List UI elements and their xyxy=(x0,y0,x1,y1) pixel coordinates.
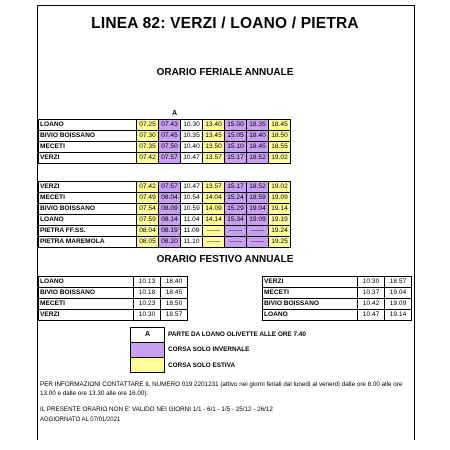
departure-time: 10.35 xyxy=(181,131,203,142)
stop-name: BIVIO BOISSANO xyxy=(39,131,137,142)
table-row xyxy=(39,288,188,299)
legend-summer-swatch xyxy=(130,357,165,373)
table-row xyxy=(39,120,291,131)
departure-time: 10.54 xyxy=(181,193,203,204)
departure-time: 19.24 xyxy=(269,226,291,237)
departure-time: 19.14 xyxy=(385,310,412,321)
departure-time: 08.14 xyxy=(159,215,181,226)
table-row xyxy=(263,310,412,321)
table-row xyxy=(39,204,291,215)
stop-name: LOANO xyxy=(39,277,134,288)
departure-time: 18.45 xyxy=(161,288,188,299)
table-row xyxy=(39,277,188,288)
departure-time: 07.42 xyxy=(137,182,159,193)
table-row xyxy=(39,182,291,193)
departure-time: 07.30 xyxy=(137,131,159,142)
departure-time: 07.50 xyxy=(159,142,181,153)
table-row xyxy=(39,193,291,204)
departure-time: ------ xyxy=(203,237,225,248)
departure-time: 18.40 xyxy=(247,131,269,142)
holiday-table-from-verzi xyxy=(262,276,412,321)
departure-time: ------ xyxy=(247,226,269,237)
departure-time: 08.04 xyxy=(159,193,181,204)
departure-time: 18.50 xyxy=(161,299,188,310)
departure-time: 10.30 xyxy=(358,277,385,288)
table-row xyxy=(39,299,188,310)
departure-time: 18.45 xyxy=(247,142,269,153)
departure-time: 19.04 xyxy=(385,288,412,299)
table-row xyxy=(39,226,291,237)
stop-name: BIVIO BOISSANO xyxy=(39,288,134,299)
stop-name: MECETI xyxy=(263,288,358,299)
legend-a-text: PARTE DA LOANO OLIVETTE ALLE ORE 7.40 xyxy=(168,331,306,338)
departure-time: 10.18 xyxy=(134,288,161,299)
departure-time: 08.05 xyxy=(137,237,159,248)
departure-time: 18.55 xyxy=(269,142,291,153)
departure-time: ------ xyxy=(203,226,225,237)
departure-time: 07.57 xyxy=(159,153,181,164)
departure-time: 14.14 xyxy=(203,215,225,226)
departure-time: 13.45 xyxy=(203,131,225,142)
departure-time: 08.04 xyxy=(137,226,159,237)
departure-time: 10.47 xyxy=(358,310,385,321)
stop-name: LOANO xyxy=(39,120,137,131)
departure-time: 18.57 xyxy=(385,277,412,288)
departure-time: 10.13 xyxy=(134,277,161,288)
departure-time: 15.00 xyxy=(225,120,247,131)
departure-time: 18.57 xyxy=(161,310,188,321)
departure-time: 10.47 xyxy=(181,153,203,164)
departure-time: 11.10 xyxy=(181,237,203,248)
departure-time: 10.30 xyxy=(181,120,203,131)
departure-time: 19.14 xyxy=(269,204,291,215)
table-row xyxy=(263,277,412,288)
departure-time: 19.02 xyxy=(269,182,291,193)
departure-time: 10.59 xyxy=(181,204,203,215)
departure-time: 10.30 xyxy=(134,310,161,321)
departure-time: 15.34 xyxy=(225,215,247,226)
departure-time: 19.09 xyxy=(247,215,269,226)
stop-name: VERZI xyxy=(263,277,358,288)
departure-time: 13.40 xyxy=(203,120,225,131)
table-row xyxy=(263,299,412,310)
departure-time: 18.45 xyxy=(269,120,291,131)
departure-time: 13.57 xyxy=(203,153,225,164)
departure-time: 07.49 xyxy=(137,193,159,204)
departure-time: 08.09 xyxy=(159,204,181,215)
departure-time: 18.59 xyxy=(247,193,269,204)
departure-time: 19.19 xyxy=(269,215,291,226)
departure-time: 13.50 xyxy=(203,142,225,153)
table-row xyxy=(39,142,291,153)
departure-time: 10.47 xyxy=(181,182,203,193)
departure-time: 11.09 xyxy=(181,226,203,237)
table-row xyxy=(39,215,291,226)
stop-name: VERZI xyxy=(39,310,134,321)
departure-time: 15.29 xyxy=(225,204,247,215)
departure-time: 10.23 xyxy=(134,299,161,310)
stop-name: MECETI xyxy=(39,299,134,310)
departure-time: 19.02 xyxy=(269,153,291,164)
departure-time: 15.05 xyxy=(225,131,247,142)
departure-time: 11.04 xyxy=(181,215,203,226)
table-row xyxy=(39,153,291,164)
departure-time: 13.57 xyxy=(203,182,225,193)
stop-name: PIETRA FF.SS. xyxy=(39,226,137,237)
a-marker: A xyxy=(172,110,178,117)
stop-name: VERZI xyxy=(39,153,137,164)
departure-time: 18.50 xyxy=(269,131,291,142)
departure-time: 19.09 xyxy=(269,193,291,204)
departure-time: 10.40 xyxy=(181,142,203,153)
departure-time: 15.17 xyxy=(225,182,247,193)
departure-time: 10.37 xyxy=(358,288,385,299)
departure-time: 10.42 xyxy=(358,299,385,310)
departure-time: 07.45 xyxy=(159,131,181,142)
departure-time: 14.04 xyxy=(203,193,225,204)
table-row xyxy=(39,131,291,142)
stop-name: BIVIO BOISSANO xyxy=(263,299,358,310)
departure-time: 07.57 xyxy=(159,182,181,193)
stop-name: MECETI xyxy=(39,142,137,153)
page-title: LINEA 82: VERZI / LOANO / PIETRA xyxy=(91,15,359,32)
departure-time: ------ xyxy=(247,237,269,248)
departure-time: 08.19 xyxy=(159,226,181,237)
legend-winter-text: CORSA SOLO INVERNALE xyxy=(168,346,250,353)
departure-time: ------ xyxy=(225,226,247,237)
table-row xyxy=(263,288,412,299)
departure-time: 18.52 xyxy=(247,182,269,193)
departure-time: 08.20 xyxy=(159,237,181,248)
departure-time: ------ xyxy=(225,237,247,248)
departure-time: 07.42 xyxy=(137,153,159,164)
departure-time: 15.10 xyxy=(225,142,247,153)
departure-time: 19.25 xyxy=(269,237,291,248)
stop-name: LOANO xyxy=(39,215,137,226)
updated-text: AGGIORNATO AL 07/01/2021 xyxy=(40,417,121,423)
departure-time: 07.54 xyxy=(137,204,159,215)
table-row xyxy=(39,237,291,248)
festivo-title: ORARIO FESTIVO ANNUALE xyxy=(156,254,294,265)
weekday-table-from-verzi xyxy=(38,181,291,248)
feriale-title: ORARIO FERIALE ANNUALE xyxy=(156,67,294,78)
stop-name: LOANO xyxy=(263,310,358,321)
stop-name: VERZI xyxy=(39,182,137,193)
departure-time: 15.17 xyxy=(225,153,247,164)
departure-time: 07.59 xyxy=(137,215,159,226)
departure-time: 19.04 xyxy=(247,204,269,215)
departure-time: 07.35 xyxy=(137,142,159,153)
stop-name: MECETI xyxy=(39,193,137,204)
departure-time: 18.40 xyxy=(161,277,188,288)
departure-time: 18.35 xyxy=(247,120,269,131)
departure-time: 19.09 xyxy=(385,299,412,310)
departure-time: 07.25 xyxy=(137,120,159,131)
info-text: PER INFORMAZIONI CONTATTARE IL NUMERO 019 2201231 (attivo nei giorni feriali dal lunedì al venerdì dalle ore 8.00 alle ore 13.00 e dalle ore 13.30 alle ore 16.00). xyxy=(40,381,403,397)
departure-time: 18.52 xyxy=(247,153,269,164)
departure-time: 15.24 xyxy=(225,193,247,204)
weekday-table-to-verzi xyxy=(38,119,291,164)
departure-time: 07.43 xyxy=(159,120,181,131)
legend-summer-text: CORSA SOLO ESTIVA xyxy=(168,362,236,369)
table-row xyxy=(39,310,188,321)
stop-name: BIVIO BOISSANO xyxy=(39,204,137,215)
validity-text: IL PRESENTE ORARIO NON E' VALIDO NEI GIORNI 1/1 - 6/1 - 1/5 - 25/12 - 26/12 xyxy=(40,406,273,413)
departure-time: 14.09 xyxy=(203,204,225,215)
legend-winter-swatch xyxy=(130,342,165,358)
legend-a-box: A xyxy=(130,327,165,343)
holiday-table-to-verzi xyxy=(38,276,188,321)
stop-name: PIETRA MAREMOLA xyxy=(39,237,137,248)
